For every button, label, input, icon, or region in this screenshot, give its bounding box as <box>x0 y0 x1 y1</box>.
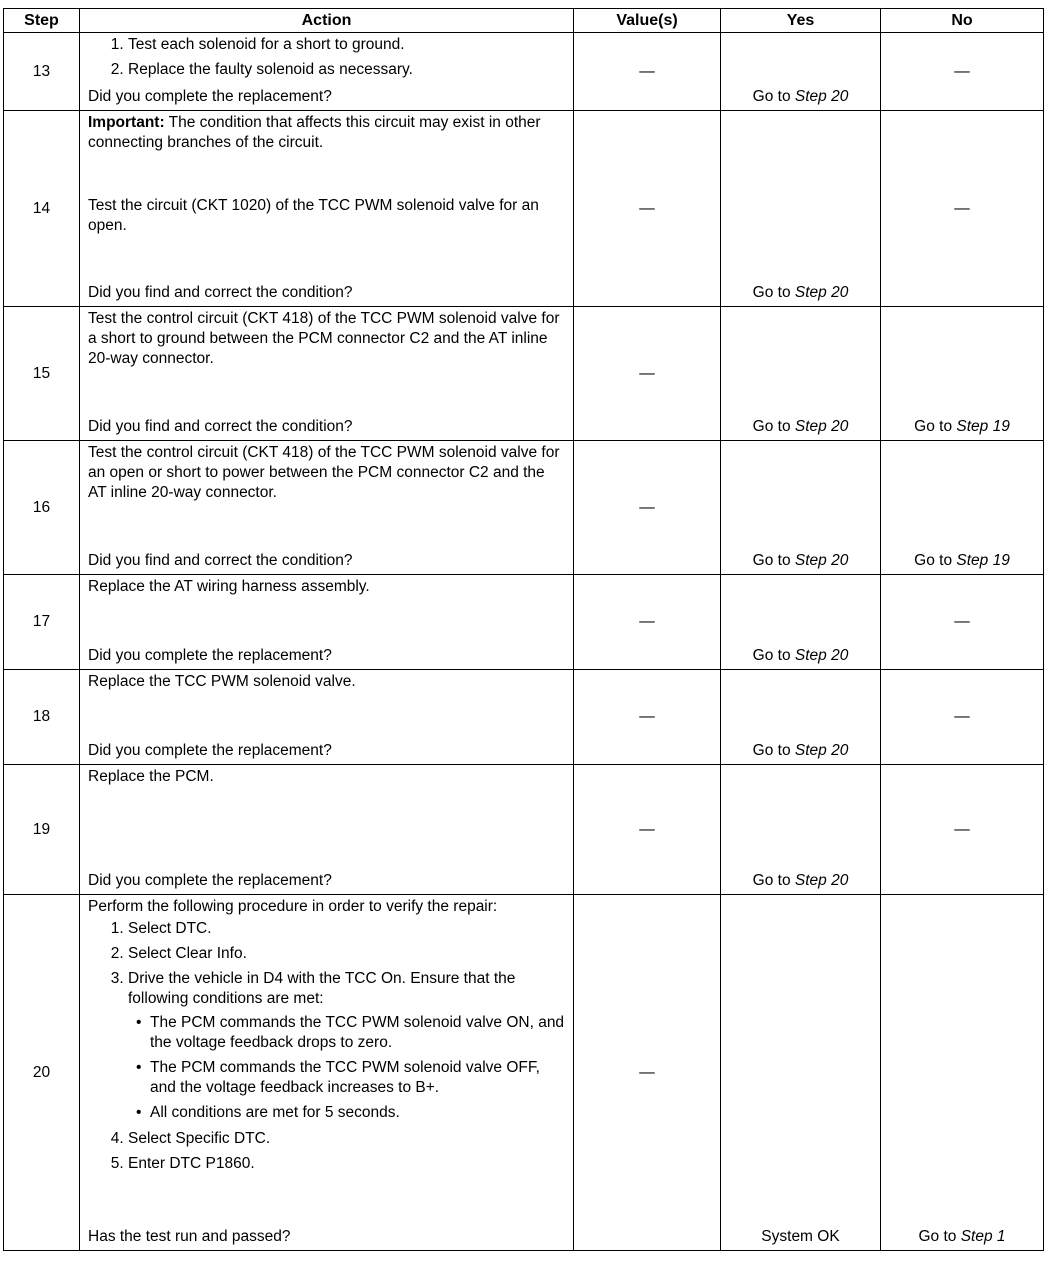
step-number: 16 <box>4 441 80 575</box>
no-cell <box>881 441 1044 575</box>
no-cell <box>881 33 1044 111</box>
important-label: Important: <box>88 114 165 131</box>
action-cell <box>80 307 574 441</box>
no-cell <box>881 895 1044 1251</box>
bullet-item: • The PCM commands the TCC PWM solenoid valve ON, and the voltage feedback drops to zero. <box>150 1013 565 1053</box>
yes-cell <box>721 307 881 441</box>
question-text: Did you find and correct the condition? <box>88 418 353 435</box>
list-item: 1. Select DTC. <box>128 919 565 939</box>
list-item: 5. Enter DTC P1860. <box>128 1154 565 1174</box>
no-cell <box>881 575 1044 670</box>
no-cell <box>881 670 1044 765</box>
question-text: Did you complete the replacement? <box>88 872 332 889</box>
action-text: Test the circuit (CKT 1020) of the TCC PWM solenoid valve for an open. <box>88 197 539 234</box>
action-text: Replace the PCM. <box>88 768 214 785</box>
header-step: Step <box>4 9 80 33</box>
table-row <box>4 441 1044 575</box>
list-item <box>128 969 565 1123</box>
no-step-link[interactable]: Step 19 <box>956 552 1010 569</box>
no-cell <box>881 111 1044 307</box>
value-cell: — <box>574 670 721 765</box>
table-row <box>4 575 1044 670</box>
list-item: 4. Select Specific DTC. <box>128 1129 565 1149</box>
yes-prefix: Go to <box>752 552 791 569</box>
yes-step-link[interactable]: Step 20 <box>794 742 849 759</box>
action-cell <box>80 895 574 1251</box>
table-row <box>4 670 1044 765</box>
table-row <box>4 765 1044 895</box>
no-prefix: Go to <box>918 1228 957 1245</box>
header-values: Value(s) <box>574 9 721 33</box>
no-value: — <box>954 62 970 80</box>
table-row <box>4 111 1044 307</box>
important-note <box>88 113 565 153</box>
yes-cell <box>721 575 881 670</box>
no-step-link[interactable]: Step 19 <box>956 418 1010 435</box>
yes-cell <box>721 111 881 307</box>
question-text: Did you find and correct the condition? <box>88 284 353 301</box>
step-number: 17 <box>4 575 80 670</box>
value-cell: — <box>574 307 721 441</box>
no-value: — <box>954 199 970 217</box>
header-action: Action <box>80 9 574 33</box>
action-cell <box>80 33 574 111</box>
yes-prefix: Go to <box>752 647 791 664</box>
action-cell <box>80 670 574 765</box>
action-intro: Perform the following procedure in order to verify the repair: <box>88 898 498 915</box>
yes-prefix: Go to <box>752 872 791 889</box>
question-text: Did you complete the replacement? <box>88 88 332 105</box>
value-cell: — <box>574 765 721 895</box>
step-number: 15 <box>4 307 80 441</box>
yes-cell <box>721 441 881 575</box>
yes-step-link[interactable]: Step 20 <box>794 647 849 664</box>
table-row <box>4 307 1044 441</box>
action-cell <box>80 441 574 575</box>
action-text: Test the control circuit (CKT 418) of the TCC PWM solenoid valve for an open or short to power between the PCM connector C2 and the AT inline 20-way connector. <box>88 444 560 501</box>
yes-prefix: Go to <box>752 418 791 435</box>
list-item: 2. Replace the faulty solenoid as necessary. <box>128 60 565 80</box>
list-item: 1. Test each solenoid for a short to ground. <box>128 35 565 55</box>
no-cell <box>881 765 1044 895</box>
action-text: Replace the TCC PWM solenoid valve. <box>88 673 356 690</box>
yes-prefix: Go to <box>752 742 791 759</box>
no-cell <box>881 307 1044 441</box>
yes-cell <box>721 765 881 895</box>
question-text: Did you find and correct the condition? <box>88 552 353 569</box>
header-row <box>4 9 1044 33</box>
action-cell <box>80 575 574 670</box>
question-text: Has the test run and passed? <box>88 1228 291 1245</box>
yes-step-link[interactable]: Step 20 <box>794 418 849 435</box>
no-prefix: Go to <box>914 552 953 569</box>
list-item-text: Drive the vehicle in D4 with the TCC On. Ensure that the following conditions are met: <box>128 970 516 1007</box>
question-text: Did you complete the replacement? <box>88 647 332 664</box>
action-text: Replace the AT wiring harness assembly. <box>88 578 370 595</box>
bullet-item: • All conditions are met for 5 seconds. <box>150 1103 565 1123</box>
yes-cell <box>721 670 881 765</box>
yes-step-link[interactable]: Step 20 <box>794 872 849 889</box>
no-value: — <box>954 613 970 630</box>
value-cell: — <box>574 575 721 670</box>
yes-cell <box>721 895 881 1251</box>
yes-step-link[interactable]: Step 20 <box>794 284 849 301</box>
no-step-link[interactable]: Step 1 <box>960 1228 1006 1245</box>
header-no: No <box>881 9 1044 33</box>
value-cell: — <box>574 895 721 1251</box>
action-cell <box>80 765 574 895</box>
yes-value: System OK <box>761 1228 840 1245</box>
no-value: — <box>954 708 970 725</box>
no-value: — <box>954 820 970 838</box>
yes-prefix: Go to <box>752 88 791 105</box>
step-number: 13 <box>4 33 80 111</box>
header-yes: Yes <box>721 9 881 33</box>
no-prefix: Go to <box>914 418 953 435</box>
value-cell: — <box>574 441 721 575</box>
value-cell: — <box>574 33 721 111</box>
action-text: Test the control circuit (CKT 418) of the TCC PWM solenoid valve for a short to ground between the PCM connector C2 and the AT inline 20-way connector. <box>88 310 560 367</box>
yes-step-link[interactable]: Step 20 <box>794 552 849 569</box>
yes-step-link[interactable]: Step 20 <box>794 88 849 105</box>
step-number: 19 <box>4 765 80 895</box>
diagnostic-table <box>3 8 1044 1251</box>
table-row <box>4 33 1044 111</box>
question-text: Did you complete the replacement? <box>88 742 332 759</box>
step-number: 14 <box>4 111 80 307</box>
step-number: 20 <box>4 895 80 1251</box>
yes-cell <box>721 33 881 111</box>
bullet-item: • The PCM commands the TCC PWM solenoid valve OFF, and the voltage feedback increases to B+. <box>150 1058 565 1098</box>
action-cell <box>80 111 574 307</box>
value-cell: — <box>574 111 721 307</box>
list-item: 2. Select Clear Info. <box>128 944 565 964</box>
important-text: The condition that affects this circuit may exist in other connecting branches of the circuit. <box>88 114 541 151</box>
yes-prefix: Go to <box>752 284 791 301</box>
table-row <box>4 895 1044 1251</box>
step-number: 18 <box>4 670 80 765</box>
